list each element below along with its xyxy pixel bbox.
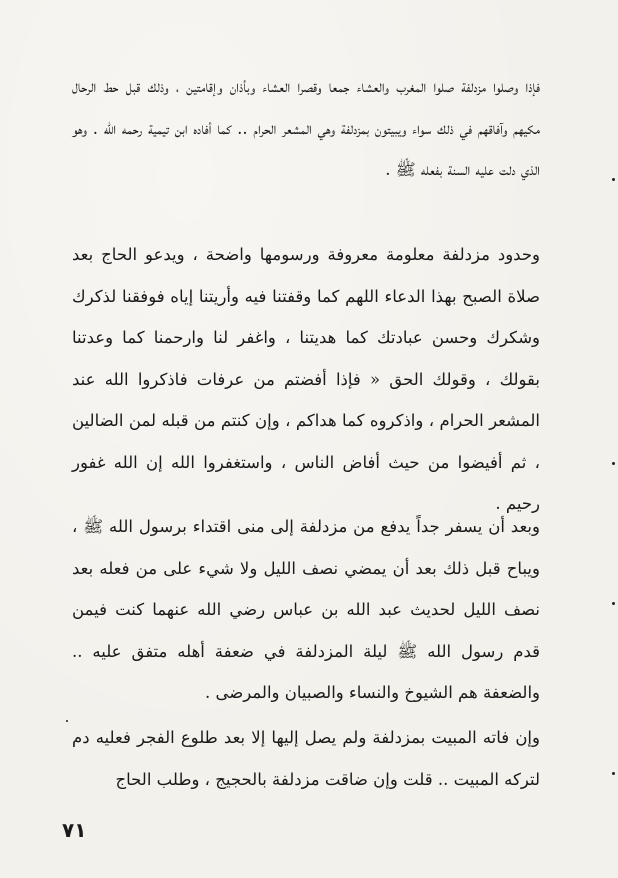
paragraph-departure-to-mina: وبعد أن يسفر جداً يدفع من مزدلفة إلى منى اقتداء برسول الله ﷺ ، ويباح قبل ذلك بعد أن يمضي نصف الليل ولا شيء على من فعله بعد نصف الليل لحديث عبد الله بن عباس رضي الله عنهما كنت فيمن قدم رسول الله ﷺ ليلة المزدلفة في ضعفة أهله متفق عليه .. والضعفة هم الشيوخ والنساء والصبيان والمرضى . [72,517,540,702]
scan-speck [612,462,615,465]
paragraph-muzdalifah-prayers: فإذا وصلوا مزدلفة صلوا المغرب والعشاء جمعا وقصرا العشاء وبأذان وإقامتين ، وذلك قبل حط الرحال مكيهم وآفاقهم في ذلك سواء ويبيتون بمزدلفة وهي المشعر الحرام .. كما أفاده ابن تيمية رحمه الله . وهو الذي دلت عليه السنة بفعله ﷺ . [72,77,540,179]
paragraph-muzdalifah-boundaries-and-dua: وحدود مزدلفة معلومة معروفة ورسومها واضحة ، ويدعو الحاج بعد صلاة الصبح بهذا الدعاء اللهم كما وقفتنا فيه وأريتنا إياه فوفقنا لذكرك وشكرك وحسن عبادتك كما هديتنا ، واغفر لنا وارحمنا كما وعدتنا بقولك ، وقولك الحق « فإذا أفضتم من عرفات فاذكروا الله عند المشعر الحرام ، واذكروه كما هداكم ، وإن كنتم من قبله لمن الضالين ، ثم أفيضوا من حيث أفاض الناس ، واستغفروا الله إن الله غفور رحيم . [72,245,540,513]
paragraph-missed-overnight-stay: وإن فاته المبيت بمزدلفة ولم يصل إليها إلا بعد طلوع الفجر فعليه دم لتركه المبيت .. قلت وإن ضاقت مزدلفة بالحجيج ، وطلب الحاج [72,728,540,789]
page-number: ٧١ [62,818,87,842]
scan-speck [612,178,615,181]
scan-speck [612,772,615,775]
scan-speck [612,602,615,605]
scan-speck [66,720,68,722]
